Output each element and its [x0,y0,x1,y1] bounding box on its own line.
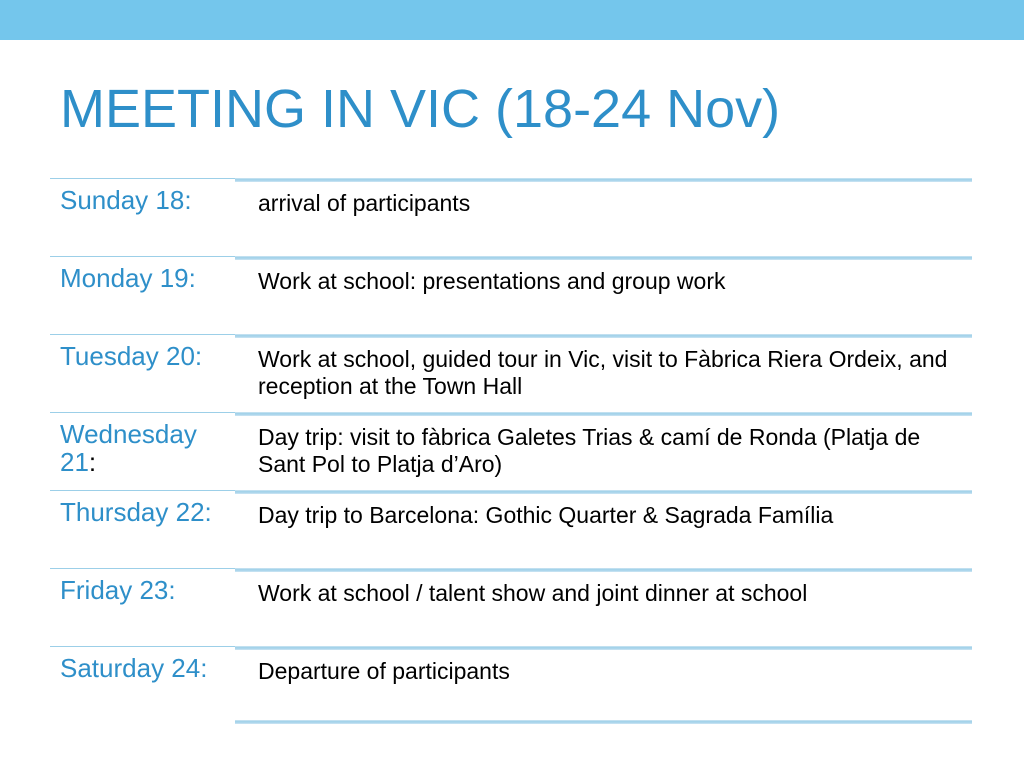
activity-text: Departure of participants [258,658,510,684]
schedule-row-saturday [50,646,972,724]
day-label: Sunday 18: [60,185,192,215]
row-divider-accent [235,646,972,650]
activity-text: Day trip: visit to fàbrica Galetes Trias & camí de Ronda (Platja de Sant Pol to Platja d’Aro) [258,424,921,477]
row-divider-accent [235,178,972,182]
day-label: Tuesday 20: [60,341,203,371]
row-divider-accent [235,256,972,260]
schedule-row-thursday [50,490,972,568]
row-divider-accent [235,334,972,338]
day-label: Friday 23: [60,575,176,605]
top-accent-bar [0,0,1024,40]
activity-text: Work at school, guided tour in Vic, visit to Fàbrica Riera Ordeix, and reception at the Town Hall [258,346,948,399]
row-divider-accent [235,568,972,572]
day-label-text: Wednesday 21 [60,419,197,477]
activity-text: arrival of participants [258,190,471,216]
table-bottom-divider [235,720,972,724]
day-label: Monday 19: [60,263,196,293]
slide-title: MEETING IN VIC (18-24 Nov) [60,79,781,139]
schedule-row-sunday [50,178,972,256]
activity-text: Day trip to Barcelona: Gothic Quarter & Sagrada Família [258,502,834,528]
activity-text: Work at school / talent show and joint dinner at school [258,580,808,606]
schedule-row-wednesday [50,412,972,490]
schedule-row-friday [50,568,972,646]
activity-text: Work at school: presentations and group work [258,268,726,294]
schedule-table [50,178,972,724]
schedule-row-monday [50,256,972,334]
schedule-row-tuesday [50,334,972,412]
row-divider-accent [235,412,972,416]
day-label [60,420,235,476]
day-label: Thursday 22: [60,497,212,527]
day-label-colon: : [88,447,97,477]
row-divider-accent [235,490,972,494]
day-label: Saturday 24: [60,653,208,683]
